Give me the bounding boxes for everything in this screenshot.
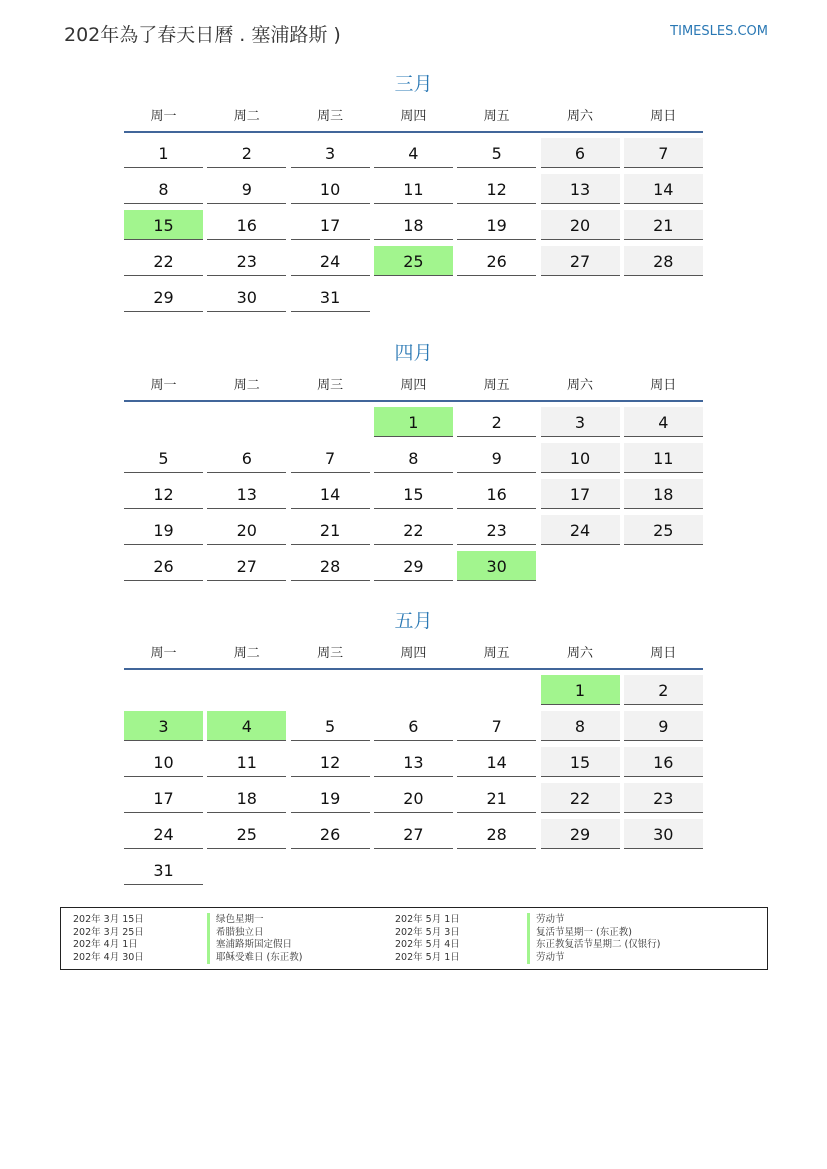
day-cell: 8 xyxy=(541,711,620,741)
weekday-label: 周三 xyxy=(317,109,344,124)
day-cell: 5 xyxy=(291,711,370,741)
legend-holiday-name: 劳动节 xyxy=(527,951,565,964)
day-cell: 5 xyxy=(124,443,203,473)
page-title: 202年為了春天日曆 . 塞浦路斯 ) xyxy=(64,24,341,46)
legend-holiday-name: 塞浦路斯国定假日 xyxy=(207,938,292,951)
month-title: 四月 xyxy=(394,342,433,364)
day-cell: 8 xyxy=(124,174,203,204)
weekday-label: 周二 xyxy=(233,378,260,393)
day-cell: 10 xyxy=(291,174,370,204)
day-cell: 29 xyxy=(374,551,453,581)
day-cell: 25 xyxy=(624,515,703,545)
day-cell: 3 xyxy=(291,138,370,168)
month-march xyxy=(124,69,703,307)
day-cell: 31 xyxy=(124,855,203,885)
day-cell: 14 xyxy=(457,747,536,777)
day-cell: 20 xyxy=(207,515,286,545)
day-cell: 21 xyxy=(291,515,370,545)
day-cell: 12 xyxy=(457,174,536,204)
month-may xyxy=(124,606,703,880)
day-cell: 2 xyxy=(207,138,286,168)
day-cell: 20 xyxy=(541,210,620,240)
day-cell: 7 xyxy=(291,443,370,473)
day-cell: 15 xyxy=(374,479,453,509)
day-cell: 2 xyxy=(624,675,703,705)
weekday-label: 周六 xyxy=(566,646,593,661)
day-cell: 18 xyxy=(624,479,703,509)
day-cell: 15 xyxy=(541,747,620,777)
legend-row xyxy=(61,913,767,926)
day-cell: 8 xyxy=(374,443,453,473)
day-cell: 21 xyxy=(624,210,703,240)
day-cell: 23 xyxy=(207,246,286,276)
holiday-day-cell: 30 xyxy=(457,551,536,581)
weekday-label: 周一 xyxy=(150,646,177,661)
day-cell: 9 xyxy=(207,174,286,204)
weekday-label: 周四 xyxy=(400,646,427,661)
month-title: 三月 xyxy=(394,73,433,95)
legend-date: 202年 3月 25日 xyxy=(73,926,144,938)
day-cell: 24 xyxy=(124,819,203,849)
day-cell: 30 xyxy=(207,282,286,312)
day-cell: 6 xyxy=(207,443,286,473)
legend-date: 202年 5月 3日 xyxy=(395,926,460,938)
day-cell: 7 xyxy=(624,138,703,168)
day-cell: 28 xyxy=(457,819,536,849)
day-cell: 16 xyxy=(624,747,703,777)
day-cell: 31 xyxy=(291,282,370,312)
legend-holiday-name: 劳动节 xyxy=(527,913,565,926)
day-cell: 13 xyxy=(541,174,620,204)
day-cell: 11 xyxy=(374,174,453,204)
weekday-header xyxy=(124,642,703,668)
holiday-day-cell: 4 xyxy=(207,711,286,741)
day-cell: 22 xyxy=(124,246,203,276)
day-cell: 2 xyxy=(457,407,536,437)
weekday-label: 周四 xyxy=(400,109,427,124)
day-cell: 22 xyxy=(541,783,620,813)
legend-date: 202年 5月 1日 xyxy=(395,951,460,963)
weekday-header xyxy=(124,105,703,131)
weekday-label: 周五 xyxy=(483,109,510,124)
legend-holiday-name: 复活节星期一 (东正教) xyxy=(527,926,632,939)
weekday-label: 周一 xyxy=(150,109,177,124)
holiday-day-cell: 1 xyxy=(541,675,620,705)
day-cell: 6 xyxy=(541,138,620,168)
day-cell: 4 xyxy=(624,407,703,437)
day-cell: 17 xyxy=(291,210,370,240)
legend-date: 202年 4月 30日 xyxy=(73,951,144,963)
month-title: 五月 xyxy=(394,610,433,632)
day-cell: 23 xyxy=(457,515,536,545)
legend-date: 202年 3月 15日 xyxy=(73,914,144,925)
weekday-label: 周日 xyxy=(650,378,677,393)
day-cell: 11 xyxy=(207,747,286,777)
day-cell: 21 xyxy=(457,783,536,813)
legend-date: 202年 4月 1日 xyxy=(73,939,138,950)
weekday-label: 周日 xyxy=(650,109,677,124)
weekday-label: 周日 xyxy=(650,646,677,661)
day-cell: 28 xyxy=(291,551,370,581)
day-cell: 7 xyxy=(457,711,536,741)
month-april xyxy=(124,338,703,576)
holiday-day-cell: 15 xyxy=(124,210,203,240)
day-cell: 12 xyxy=(291,747,370,777)
day-cell: 4 xyxy=(374,138,453,168)
legend-row xyxy=(61,926,767,939)
weekday-label: 周五 xyxy=(483,378,510,393)
legend-holiday-name: 绿色星期一 xyxy=(207,913,264,926)
weekday-label: 周一 xyxy=(150,378,177,393)
day-cell: 12 xyxy=(124,479,203,509)
day-cell: 20 xyxy=(374,783,453,813)
day-cell: 26 xyxy=(291,819,370,849)
legend-date: 202年 5月 4日 xyxy=(395,939,460,950)
day-cell: 9 xyxy=(457,443,536,473)
legend-row xyxy=(61,938,767,951)
day-cell: 27 xyxy=(374,819,453,849)
holiday-day-cell: 3 xyxy=(124,711,203,741)
day-cell: 10 xyxy=(541,443,620,473)
day-cell: 28 xyxy=(624,246,703,276)
day-cell: 23 xyxy=(624,783,703,813)
day-cell: 11 xyxy=(624,443,703,473)
day-cell: 19 xyxy=(124,515,203,545)
day-cell: 24 xyxy=(541,515,620,545)
header-rule xyxy=(124,668,703,670)
day-cell: 1 xyxy=(124,138,203,168)
weekday-header xyxy=(124,374,703,400)
day-cell: 18 xyxy=(207,783,286,813)
weekday-label: 周三 xyxy=(317,378,344,393)
weekday-label: 周六 xyxy=(566,109,593,124)
weekday-label: 周二 xyxy=(233,109,260,124)
day-cell: 13 xyxy=(207,479,286,509)
day-cell: 24 xyxy=(291,246,370,276)
legend-holiday-name: 耶稣受难日 (东正教) xyxy=(207,951,302,964)
day-cell: 9 xyxy=(624,711,703,741)
weekday-label: 周三 xyxy=(317,646,344,661)
day-cell: 25 xyxy=(207,819,286,849)
day-cell: 27 xyxy=(541,246,620,276)
weekday-label: 周二 xyxy=(233,646,260,661)
day-cell: 30 xyxy=(624,819,703,849)
day-cell: 14 xyxy=(291,479,370,509)
day-cell: 27 xyxy=(207,551,286,581)
day-cell: 5 xyxy=(457,138,536,168)
day-cell: 29 xyxy=(124,282,203,312)
legend-date: 202年 5月 1日 xyxy=(395,914,460,925)
site-link[interactable]: TIMESLES.COM xyxy=(670,24,768,39)
holiday-day-cell: 1 xyxy=(374,407,453,437)
holiday-legend xyxy=(60,907,768,970)
day-cell: 26 xyxy=(124,551,203,581)
day-cell: 3 xyxy=(541,407,620,437)
day-cell: 22 xyxy=(374,515,453,545)
day-cell: 19 xyxy=(457,210,536,240)
day-cell: 16 xyxy=(457,479,536,509)
legend-holiday-name: 东正教复活节星期二 (仅银行) xyxy=(527,938,660,951)
day-cell: 19 xyxy=(291,783,370,813)
weekday-label: 周五 xyxy=(483,646,510,661)
day-cell: 16 xyxy=(207,210,286,240)
day-cell: 17 xyxy=(541,479,620,509)
day-cell: 14 xyxy=(624,174,703,204)
day-cell: 13 xyxy=(374,747,453,777)
weekday-label: 周六 xyxy=(566,378,593,393)
legend-row xyxy=(61,951,767,964)
weekday-label: 周四 xyxy=(400,378,427,393)
day-cell: 26 xyxy=(457,246,536,276)
day-cell: 10 xyxy=(124,747,203,777)
holiday-day-cell: 25 xyxy=(374,246,453,276)
day-cell: 18 xyxy=(374,210,453,240)
day-cell: 17 xyxy=(124,783,203,813)
legend-holiday-name: 希腊独立日 xyxy=(207,926,264,939)
day-cell: 29 xyxy=(541,819,620,849)
header-rule xyxy=(124,131,703,133)
day-cell: 6 xyxy=(374,711,453,741)
header-rule xyxy=(124,400,703,402)
